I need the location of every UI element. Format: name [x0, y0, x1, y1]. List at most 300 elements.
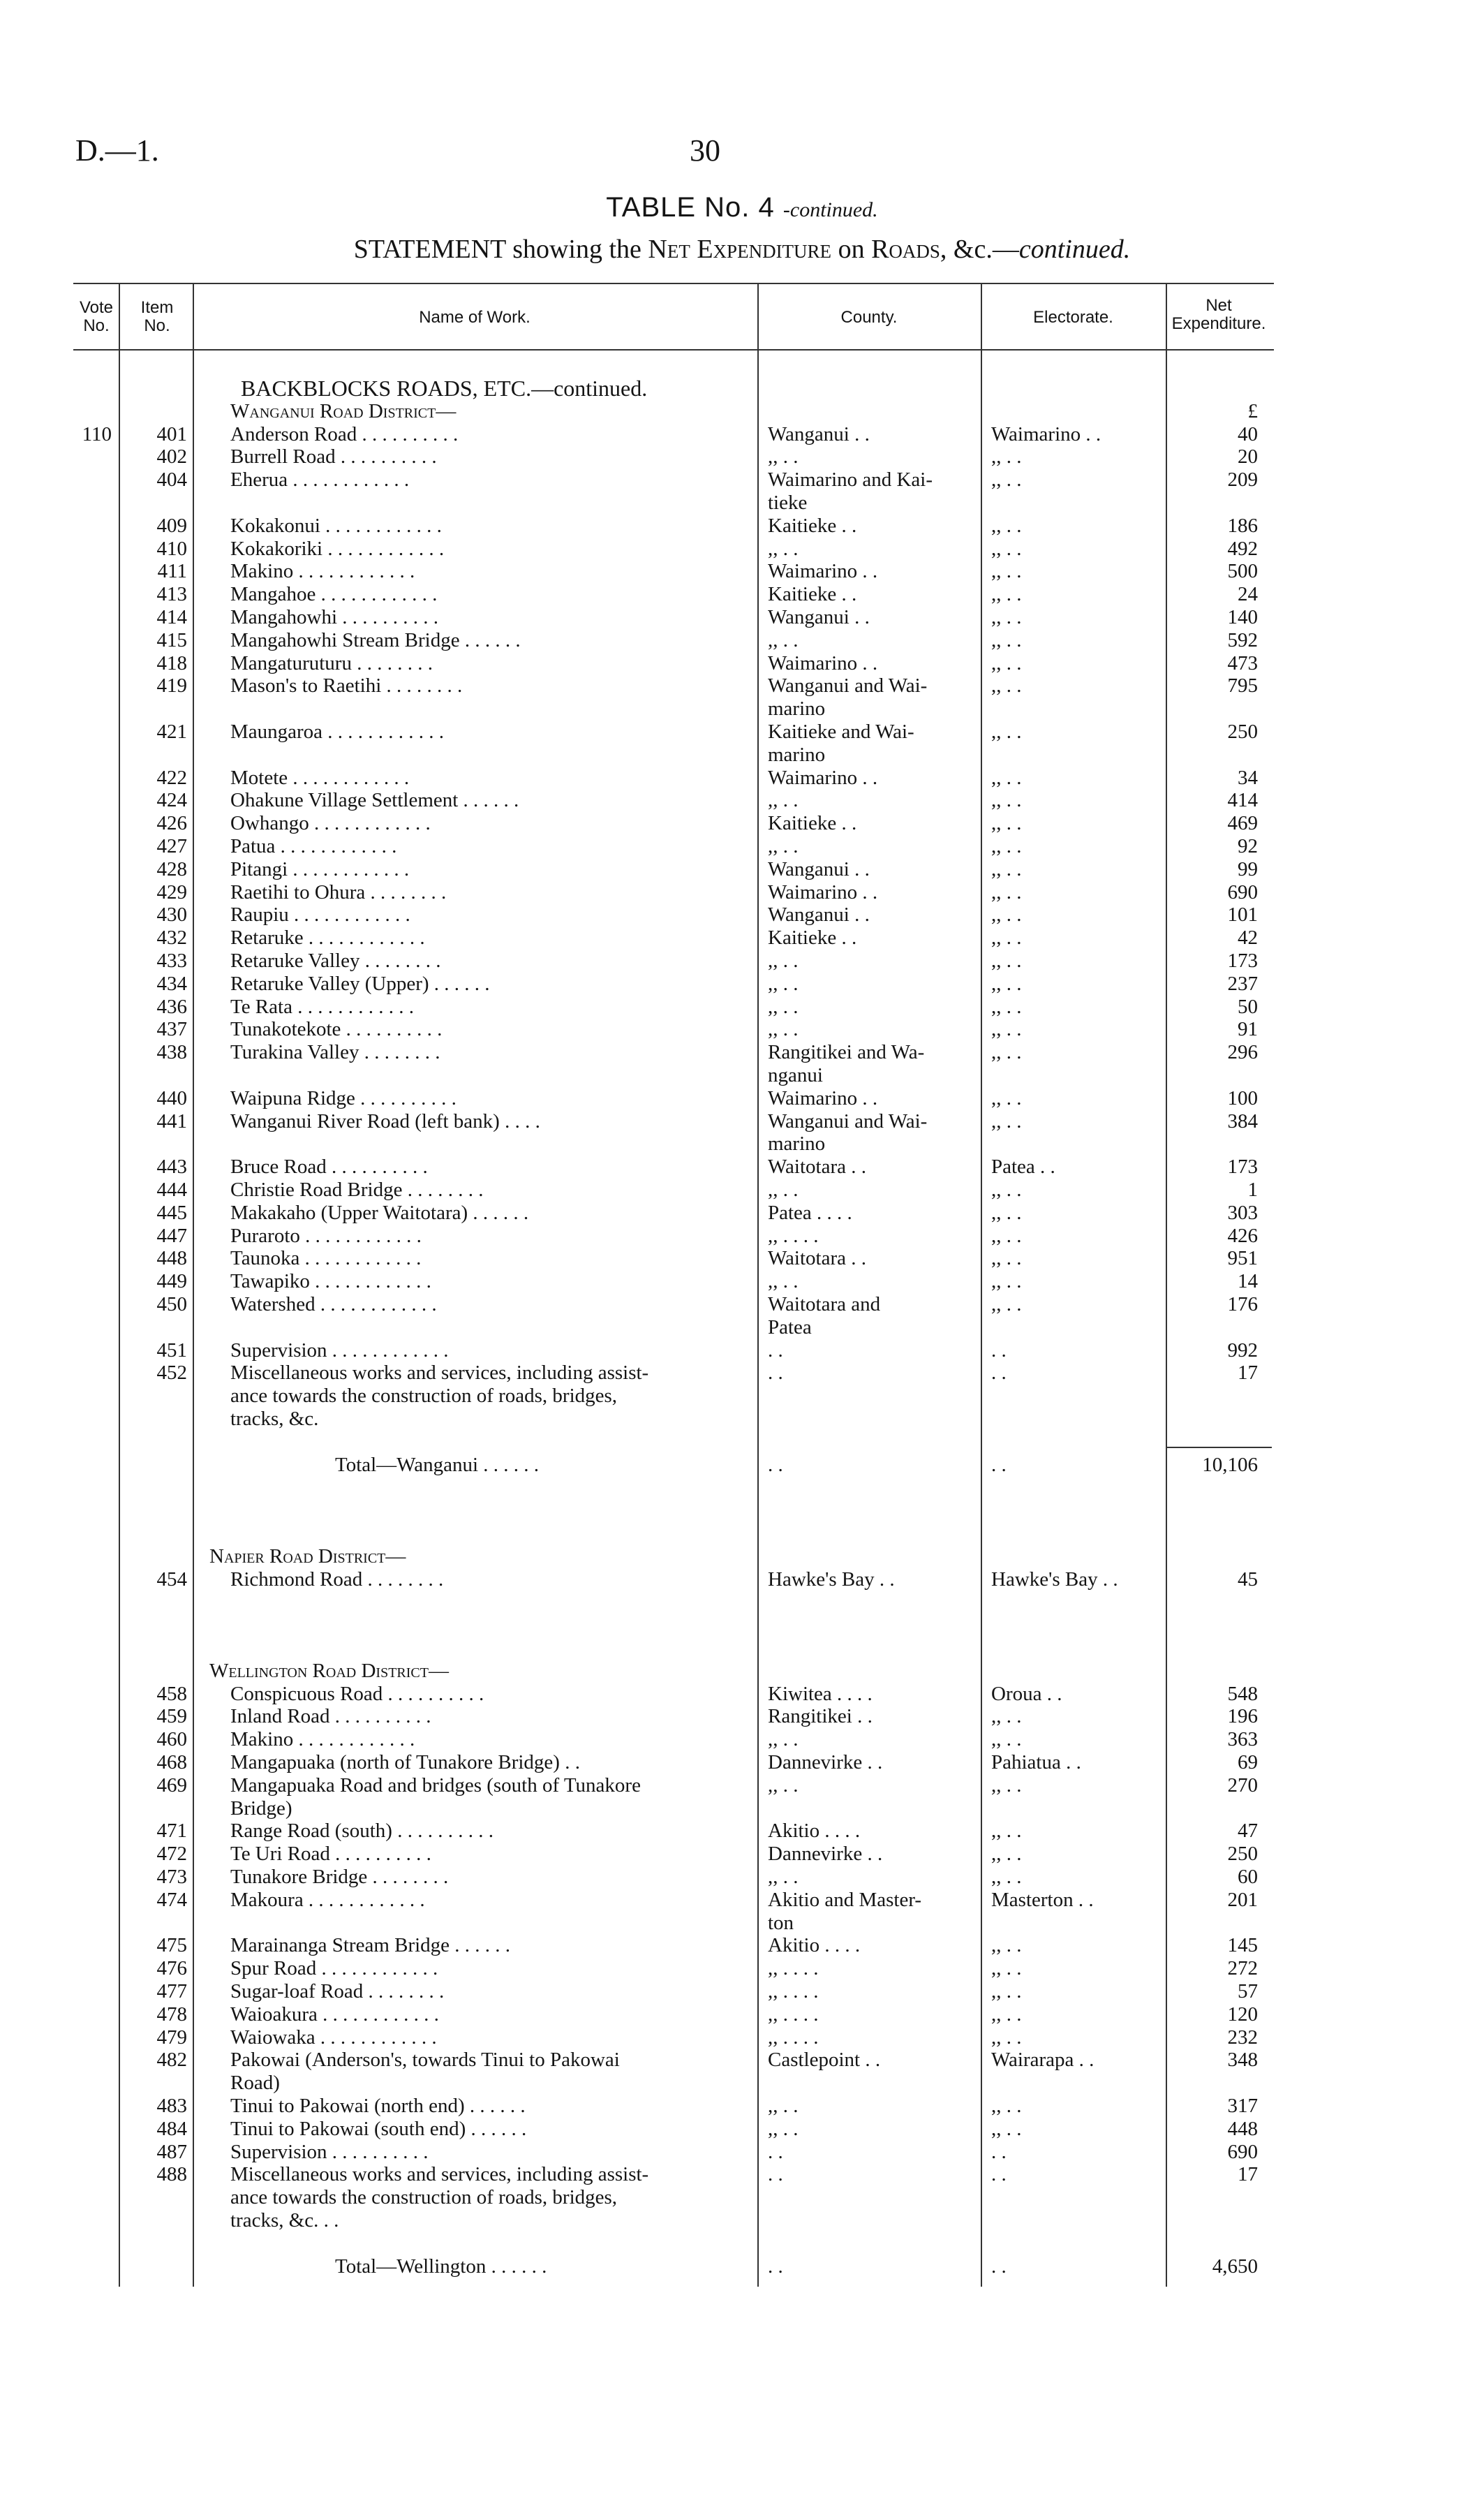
cell-name: Makakaho (Upper Waitotara) . . . . . . [230, 1201, 529, 1224]
cell-county: marino [768, 698, 826, 721]
cell-amount: 384 [1227, 1109, 1258, 1133]
table-row [0, 1774, 1484, 1797]
cell-amount: 469 [1227, 812, 1258, 835]
table-row [0, 1018, 1484, 1040]
cell-name: Retaruke Valley (Upper) . . . . . . [230, 972, 490, 995]
cell-name: Mangahowhi . . . . . . . . . . [230, 606, 439, 628]
cell-item: 471 [156, 1820, 187, 1843]
table-row [0, 1591, 1484, 1613]
cell-name: Taunoka . . . . . . . . . . . . [230, 1247, 422, 1270]
cell-amount: 414 [1227, 789, 1258, 812]
cell-electorate: ,, . . [991, 1866, 1022, 1888]
cell-county: . . [768, 2255, 783, 2278]
table-subtitle [0, 234, 1484, 265]
cell-amount: 186 [1227, 514, 1258, 537]
cell-county: Wanganui . . [768, 606, 870, 628]
cell-amount: 45 [1238, 1568, 1258, 1591]
cell-electorate: ,, . . [991, 1018, 1022, 1041]
cell-amount: 101 [1227, 904, 1258, 927]
column-header-electorate: Electorate. [1033, 308, 1113, 327]
cell-item: 432 [156, 927, 187, 950]
cell-name: Watershed . . . . . . . . . . . . [230, 1293, 437, 1315]
table-row [0, 1912, 1484, 1934]
table-row [0, 606, 1484, 628]
cell-electorate: ,, . . [991, 1270, 1022, 1293]
table-row [0, 1499, 1484, 1521]
cell-amount: 69 [1238, 1751, 1258, 1773]
cell-name: Maungaroa . . . . . . . . . . . . [230, 721, 445, 743]
cell-county: Akitio . . . . [768, 1934, 861, 1957]
table-row [0, 652, 1484, 674]
table-row [0, 400, 1484, 422]
cell-name: Mason's to Raetihi . . . . . . . . [230, 674, 463, 698]
cell-item: 426 [156, 812, 187, 835]
cell-name: Ohakune Village Settlement . . . . . . [230, 789, 519, 812]
cell-name: Kokakonui . . . . . . . . . . . . [230, 514, 442, 537]
cell-item: 447 [156, 1224, 187, 1247]
cell-item: 413 [156, 583, 187, 606]
cell-item: 449 [156, 1270, 187, 1293]
cell-amount: 34 [1238, 766, 1258, 789]
cell-name: BACKBLOCKS ROADS, ETC.—continued. [241, 376, 648, 401]
cell-electorate: ,, . . [991, 950, 1022, 972]
cell-amount: 296 [1227, 1041, 1258, 1064]
cell-amount: 99 [1238, 857, 1258, 880]
cell-county: Waimarino . . [768, 651, 878, 674]
cell-item: 448 [156, 1247, 187, 1270]
cell-electorate: . . [991, 1338, 1007, 1362]
cell-name: Tunakotekote . . . . . . . . . . [230, 1018, 443, 1041]
cell-county: tieke [768, 492, 808, 514]
table-row [0, 2118, 1484, 2140]
cell-item: 445 [156, 1201, 187, 1224]
cell-amount: 690 [1227, 2140, 1258, 2163]
cell-electorate: . . [991, 2255, 1007, 2278]
table-row [0, 1454, 1484, 1476]
table-row [0, 881, 1484, 904]
cell-item: 424 [156, 789, 187, 812]
cell-item: 419 [156, 674, 187, 698]
cell-name: Miscellaneous works and services, including assist- [230, 1362, 649, 1385]
cell-name: Conspicuous Road . . . . . . . . . . [230, 1682, 484, 1705]
cell-electorate: ,, . . [991, 674, 1022, 698]
cell-electorate: ,, . . [991, 1247, 1022, 1270]
table-row [0, 2232, 1484, 2255]
cell-amount: 250 [1227, 721, 1258, 743]
table-row [0, 904, 1484, 926]
cell-name: Turakina Valley . . . . . . . . [230, 1041, 440, 1064]
cell-name: Kokakoriki . . . . . . . . . . . . [230, 537, 445, 560]
table-row [0, 2163, 1484, 2185]
cell-electorate: ,, . . [991, 1293, 1022, 1315]
cell-electorate: ,, . . [991, 880, 1022, 904]
cell-name: Burrell Road . . . . . . . . . . [230, 445, 437, 469]
cell-name: Road) [230, 2072, 280, 2095]
cell-county: Waitotara . . [768, 1156, 866, 1179]
cell-amount: 303 [1227, 1201, 1258, 1224]
cell-county: ,, . . [768, 1018, 799, 1041]
cell-item: 437 [156, 1018, 187, 1041]
table-row [0, 835, 1484, 857]
cell-electorate: ,, . . [991, 651, 1022, 674]
cell-electorate: ,, . . [991, 606, 1022, 628]
table-row [0, 1362, 1484, 1384]
cell-name: Range Road (south) . . . . . . . . . . [230, 1820, 494, 1843]
table-row [0, 1431, 1484, 1453]
cell-item: 477 [156, 1980, 187, 2003]
cell-county: Waimarino . . [768, 880, 878, 904]
cell-electorate: ,, . . [991, 766, 1022, 789]
cell-electorate: . . [991, 1362, 1007, 1385]
cell-amount: 173 [1227, 1156, 1258, 1179]
table-row [0, 1957, 1484, 1979]
cell-amount: 426 [1227, 1224, 1258, 1247]
cell-name: Te Uri Road . . . . . . . . . . [230, 1843, 431, 1866]
cell-county: . . [768, 1362, 783, 1385]
cell-name: Mangahowhi Stream Bridge . . . . . . [230, 628, 521, 651]
cell-electorate: ,, . . [991, 628, 1022, 651]
table-row [0, 1041, 1484, 1063]
cell-county: Dannevirke . . [768, 1751, 883, 1773]
table-row [0, 1728, 1484, 1750]
table-row [0, 515, 1484, 537]
cell-electorate: ,, . . [991, 1201, 1022, 1224]
cell-item: 483 [156, 2095, 187, 2117]
table-row [0, 2026, 1484, 2049]
cell-item: 411 [157, 560, 187, 583]
cell-electorate: ,, . . [991, 1179, 1022, 1201]
cell-item: 469 [156, 1773, 187, 1797]
cell-head: Wellington Road District— [209, 1659, 449, 1682]
cell-electorate: Oroua . . [991, 1682, 1062, 1705]
cell-item: 458 [156, 1682, 187, 1705]
cell-electorate: ,, . . [991, 995, 1022, 1018]
cell-county: Kaitieke . . [768, 583, 857, 606]
table-row [0, 2141, 1484, 2163]
cell-item: 427 [156, 835, 187, 857]
cell-item: 421 [156, 721, 187, 743]
cell-item: 473 [156, 1866, 187, 1888]
cell-amount: 237 [1227, 972, 1258, 995]
cell-item: 460 [156, 1728, 187, 1751]
table-row [0, 1820, 1484, 1842]
cell-amount: 492 [1227, 537, 1258, 560]
subtitle-c: Net Expenditure [648, 235, 832, 264]
cell-electorate: ,, . . [991, 835, 1022, 857]
cell-county: ,, . . . . [768, 1957, 819, 1980]
cell-county: . . [768, 1453, 783, 1476]
cell-county: ,, . . [768, 972, 799, 995]
cell-amount: 24 [1238, 583, 1258, 606]
table-row [0, 1156, 1484, 1178]
cell-county: Waimarino . . [768, 1086, 878, 1109]
cell-item: 436 [156, 995, 187, 1018]
cell-county: ,, . . [768, 2117, 799, 2140]
cell-electorate: ,, . . [991, 2117, 1022, 2140]
cell-name: ance towards the construction of roads, bridges, [230, 2186, 618, 2209]
cell-amount: 60 [1238, 1866, 1258, 1888]
cell-name: Waipuna Ridge . . . . . . . . . . [230, 1086, 457, 1109]
cell-total: Total—Wanganui . . . . . . [335, 1453, 540, 1476]
cell-electorate: ,, . . [991, 927, 1022, 950]
cell-county: ,, . . [768, 628, 799, 651]
subtitle-g: continued. [1018, 235, 1131, 264]
cell-name: Puraroto . . . . . . . . . . . . [230, 1224, 422, 1247]
cell-item: 402 [156, 445, 187, 469]
cell-name: Sugar-loaf Road . . . . . . . . [230, 1980, 445, 2003]
cell-county: Akitio . . . . [768, 1820, 861, 1843]
title-suffix: -continued. [782, 198, 878, 221]
cell-electorate: ,, . . [991, 1705, 1022, 1728]
cell-county: nganui [768, 1064, 823, 1086]
cell-item: 440 [156, 1086, 187, 1109]
table-row [0, 789, 1484, 811]
cell-electorate: ,, . . [991, 514, 1022, 537]
cell-name: Pakowai (Anderson's, towards Tinui to Pakowai [230, 2049, 620, 2072]
table-row [0, 560, 1484, 582]
table-row [0, 744, 1484, 766]
cell-name: Pitangi . . . . . . . . . . . . [230, 857, 410, 880]
cell-item: 468 [156, 1751, 187, 1773]
cell-name: Retaruke Valley . . . . . . . . [230, 950, 441, 972]
cell-county: ,, . . [768, 835, 799, 857]
cell-amount: 500 [1227, 560, 1258, 583]
cell-electorate: ,, . . [991, 972, 1022, 995]
cell-name: Waiowaka . . . . . . . . . . . . [230, 2026, 437, 2049]
table-row [0, 1660, 1484, 1682]
table-row [0, 1316, 1484, 1338]
cell-amount: 14 [1238, 1270, 1258, 1293]
cell-county: Wanganui and Wai- [768, 1109, 928, 1133]
table-row [0, 1522, 1484, 1544]
table-row [0, 469, 1484, 491]
cell-county: Kaitieke . . [768, 514, 857, 537]
cell-electorate: . . [991, 2163, 1007, 2186]
cell-name: Patua . . . . . . . . . . . . [230, 835, 397, 857]
cell-name: Motete . . . . . . . . . . . . [230, 766, 410, 789]
cell-amount: 4,650 [1212, 2255, 1258, 2278]
cell-name: Tinui to Pakowai (south end) . . . . . . [230, 2117, 527, 2140]
table-row [0, 1568, 1484, 1591]
cell-electorate: ,, . . [991, 1934, 1022, 1957]
cell-name: Tawapiko . . . . . . . . . . . . [230, 1270, 431, 1293]
cell-item: 409 [156, 514, 187, 537]
cell-item: 418 [156, 651, 187, 674]
table-row [0, 698, 1484, 720]
cell-county: ,, . . [768, 1728, 799, 1751]
cell-county: Akitio and Master- [768, 1888, 922, 1911]
table-row [0, 1751, 1484, 1773]
cell-name: ance towards the construction of roads, bridges, [230, 1385, 618, 1408]
cell-amount: 348 [1227, 2049, 1258, 2072]
table-row [0, 1385, 1484, 1407]
cell-electorate: ,, . . [991, 1728, 1022, 1751]
cell-name: tracks, &c. [230, 1408, 319, 1430]
cell-county: ,, . . . . [768, 2003, 819, 2026]
table-row [0, 629, 1484, 651]
cell-amount: 145 [1227, 1934, 1258, 1957]
cell-amount: £ [1247, 399, 1258, 422]
cell-amount: 196 [1227, 1705, 1258, 1728]
table-row [0, 1133, 1484, 1155]
cell-county: Kaitieke and Wai- [768, 721, 914, 743]
table-row [0, 1293, 1484, 1315]
cell-amount: 548 [1227, 1682, 1258, 1705]
header-bottom-rule [73, 349, 1274, 351]
cell-amount: 50 [1238, 995, 1258, 1018]
cell-county: Kaitieke . . [768, 812, 857, 835]
cell-electorate: ,, . . [991, 1041, 1022, 1064]
cell-name: Makino . . . . . . . . . . . . [230, 1728, 415, 1751]
cell-county: ,, . . . . [768, 1980, 819, 2003]
cell-name: Te Rata . . . . . . . . . . . . [230, 995, 414, 1018]
cell-item: 488 [156, 2163, 187, 2186]
table-row [0, 1889, 1484, 1911]
table-row [0, 1705, 1484, 1727]
cell-name: Tinui to Pakowai (north end) . . . . . . [230, 2095, 526, 2117]
cell-county: Kiwitea . . . . [768, 1682, 873, 1705]
cell-name: Marainanga Stream Bridge . . . . . . [230, 1934, 511, 1957]
table-row [0, 1064, 1484, 1086]
cell-item: 451 [156, 1338, 187, 1362]
cell-county: . . [768, 1338, 783, 1362]
table-row [0, 1408, 1484, 1430]
cell-item: 404 [156, 469, 187, 492]
cell-item: 441 [156, 1109, 187, 1133]
table-row [0, 1683, 1484, 1705]
cell-item: 474 [156, 1888, 187, 1911]
table-row [0, 1339, 1484, 1362]
cell-total: Total—Wellington . . . . . . [335, 2255, 547, 2278]
cell-item: 414 [156, 606, 187, 628]
cell-amount: 250 [1227, 1843, 1258, 1866]
cell-electorate: ,, . . [991, 537, 1022, 560]
cell-item: 450 [156, 1293, 187, 1315]
cell-county: ,, . . [768, 789, 799, 812]
table-row [0, 377, 1484, 399]
cell-amount: 690 [1227, 880, 1258, 904]
table-row [0, 423, 1484, 445]
table-row [0, 2049, 1484, 2071]
cell-item: 452 [156, 1362, 187, 1385]
cell-county: Patea [768, 1315, 812, 1338]
cell-amount: 951 [1227, 1247, 1258, 1270]
cell-electorate: ,, . . [991, 583, 1022, 606]
cell-county: Castlepoint . . [768, 2049, 881, 2072]
cell-county: marino [768, 743, 826, 766]
cell-name: Retaruke . . . . . . . . . . . . [230, 927, 425, 950]
cell-amount: 47 [1238, 1820, 1258, 1843]
cell-item: 472 [156, 1843, 187, 1866]
cell-name: Raetihi to Ohura . . . . . . . . [230, 880, 447, 904]
cell-county: Waitotara . . [768, 1247, 866, 1270]
cell-amount: 17 [1238, 1362, 1258, 1385]
cell-name: Owhango . . . . . . . . . . . . [230, 812, 431, 835]
cell-county: Patea . . . . [768, 1201, 852, 1224]
cell-amount: 10,106 [1202, 1453, 1258, 1476]
table-row [0, 1110, 1484, 1133]
cell-item: 476 [156, 1957, 187, 1980]
cell-electorate: ,, . . [991, 2026, 1022, 2049]
cell-item: 430 [156, 904, 187, 927]
cell-name: Bridge) [230, 1797, 292, 1820]
table-row [0, 1270, 1484, 1292]
table-row [0, 1637, 1484, 1659]
cell-electorate: ,, . . [991, 1980, 1022, 2003]
cell-name: Supervision . . . . . . . . . . [230, 2140, 429, 2163]
cell-county: ,, . . [768, 1773, 799, 1797]
cell-amount: 992 [1227, 1338, 1258, 1362]
cell-amount: 57 [1238, 1980, 1258, 2003]
table-row [0, 1866, 1484, 1888]
cell-county: marino [768, 1133, 826, 1156]
cell-item: 478 [156, 2003, 187, 2026]
column-header-name: Name of Work. [419, 308, 530, 327]
cell-electorate: Pahiatua . . [991, 1751, 1081, 1773]
table-row [0, 1087, 1484, 1109]
table-row [0, 2255, 1484, 2278]
cell-amount: 40 [1238, 422, 1258, 445]
cell-electorate: ,, . . [991, 1843, 1022, 1866]
table-row [0, 1247, 1484, 1269]
cell-county: ,, . . . . [768, 2026, 819, 2049]
cell-name: Christie Road Bridge . . . . . . . . [230, 1179, 484, 1201]
cell-county: Waimarino and Kai- [768, 469, 933, 492]
cell-electorate: ,, . . [991, 560, 1022, 583]
cell-electorate: ,, . . [991, 2003, 1022, 2026]
cell-name: Mangahoe . . . . . . . . . . . . [230, 583, 438, 606]
table-row [0, 1225, 1484, 1247]
cell-electorate: Masterton . . [991, 1888, 1094, 1911]
table-row [0, 927, 1484, 949]
cell-electorate: ,, . . [991, 812, 1022, 835]
cell-county: Wanganui . . [768, 904, 870, 927]
cell-name: Waioakura . . . . . . . . . . . . [230, 2003, 439, 2026]
cell-county: ,, . . [768, 445, 799, 469]
cell-county: ,, . . [768, 1179, 799, 1201]
table-row [0, 767, 1484, 789]
table-row [0, 1980, 1484, 2003]
cell-amount: 176 [1227, 1293, 1258, 1315]
cell-electorate: ,, . . [991, 857, 1022, 880]
subtitle-e: Roads [871, 235, 940, 264]
column-header-county: County. [840, 308, 898, 327]
table-row [0, 858, 1484, 880]
cell-electorate: ,, . . [991, 1086, 1022, 1109]
column-header-vote: Vote No. [79, 298, 114, 335]
cell-item: 475 [156, 1934, 187, 1957]
cell-item: 433 [156, 950, 187, 972]
table-row [0, 583, 1484, 605]
cell-county: Dannevirke . . [768, 1843, 883, 1866]
cell-name: Richmond Road . . . . . . . . [230, 1568, 444, 1591]
table-title [0, 192, 1484, 223]
cell-name: Makoura . . . . . . . . . . . . [230, 1888, 425, 1911]
cell-name: Wanganui River Road (left bank) . . . . [230, 1109, 540, 1133]
page-number: 30 [690, 133, 720, 168]
cell-electorate: ,, . . [991, 789, 1022, 812]
cell-electorate: ,, . . [991, 1820, 1022, 1843]
cell-county: Waitotara and [768, 1293, 881, 1315]
cell-amount: 795 [1227, 674, 1258, 698]
cell-amount: 317 [1227, 2095, 1258, 2117]
cell-name: Tunakore Bridge . . . . . . . . [230, 1866, 449, 1888]
cell-county: Hawke's Bay . . [768, 1568, 895, 1591]
cell-name: Miscellaneous works and services, including assist- [230, 2163, 649, 2186]
table-row [0, 538, 1484, 560]
cell-name: Anderson Road . . . . . . . . . . [230, 422, 459, 445]
cell-name: Mangapuaka Road and bridges (south of Tunakore [230, 1773, 641, 1797]
